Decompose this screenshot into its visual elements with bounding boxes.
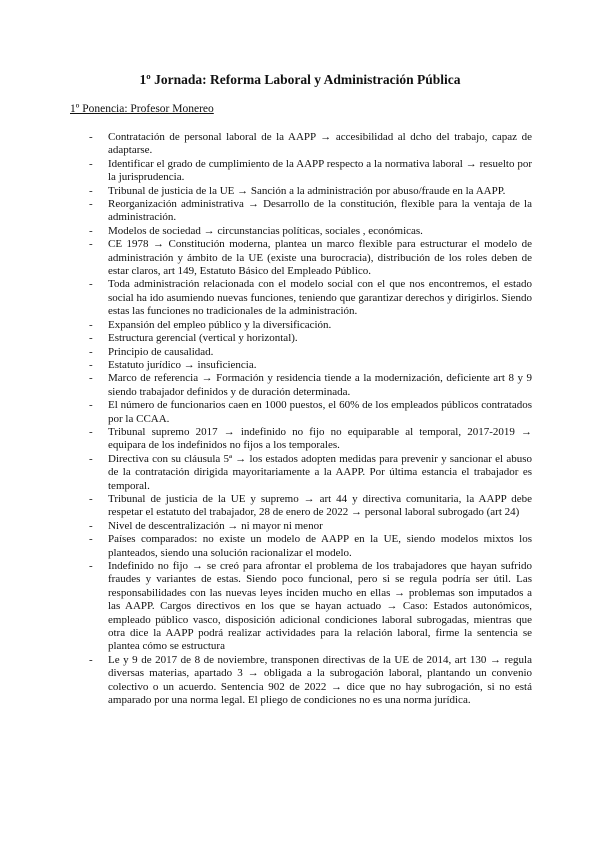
bullet-dash: -	[89, 492, 93, 505]
list-item-text: CE 1978 → Constitución moderna, plantea un marco flexible para estructurar el modelo de administración y ámbito de la UE (existe una burocracia), distribución de los roles deben de estar claros, art 149, Estatuto Básico del Empleado Público.	[108, 238, 532, 278]
bullet-dash: -	[89, 399, 93, 412]
bullet-dash: -	[89, 425, 93, 438]
list-item	[89, 318, 532, 332]
list-item-text: Le y 9 de 2017 de 8 de noviembre, transponen directivas de la UE de 2014, art 130 → regula diversas materias, apartado 3 → obligada a la subrogación laboral, plantando un convenio colectivo o un acuerdo. Sentencia 902 de 2022 → dice que no hay subrogación, si no está amparado por una norma legal. El pliego de condiciones no es una norma jurídica.	[108, 653, 532, 707]
list-item-text: Tribunal supremo 2017 → indefinido no fijo no equiparable al temporal, 2017-2019 → equipara de los indefinidos no fijos a los temporales.	[108, 425, 532, 452]
list-item-text: Toda administración relacionada con el modelo social con el que nos encontremos, el estado social ha ido asumiendo nuevas funciones, teniendo que garantizar derechos y dirigirlos. Siendo estas las funciones no tradicionales de la administración.	[108, 278, 532, 318]
bullet-list	[89, 131, 532, 707]
list-item	[89, 533, 532, 560]
list-item	[89, 452, 532, 493]
bullet-dash: -	[89, 224, 93, 237]
bullet-dash: -	[89, 345, 93, 358]
list-item	[89, 399, 532, 426]
section-subtitle: 1º Ponencia: Profesor Monereo	[70, 103, 214, 115]
bullet-dash: -	[89, 332, 93, 345]
list-item-text: Indefinido no fijo → se creó para afrontar el problema de los trabajadores que hayan sufrido fraudes y variantes de estas. Siendo poco funcional, pero si se regula podría ser útil. Las responsabilidades con las nuevas leyes inciden mucho en ellas → problemas son imputados a las AAPP. Cargos directivos en los que se hayan actuado → Caso: Estados autonómicos, empleado público vasco, disposición adicional condiciones laboral subrogadas, mientras que otra dice la AAPP podrá realizar actividades para la relación laboral, firme la sentencia se plantea cómo se estructura	[108, 560, 532, 653]
list-item-text: Países comparados: no existe un modelo de AAPP en la UE, siendo modelos mixtos los planteados, siendo una solución racionalizar el modelo.	[108, 533, 532, 559]
list-item	[89, 184, 532, 198]
list-item	[89, 425, 532, 453]
list-item-text: Nivel de descentralización → ni mayor ni menor	[108, 519, 323, 532]
list-item-text: Reorganización administrativa → Desarrollo de la constitución, flexible para la ventaja de la administración.	[108, 198, 532, 224]
list-item	[89, 492, 532, 520]
list-item-text: Estructura gerencial (vertical y horizontal).	[108, 332, 298, 345]
list-item	[89, 519, 532, 533]
bullet-dash: -	[89, 560, 93, 572]
list-item	[89, 157, 532, 185]
list-item	[89, 198, 532, 225]
list-item	[89, 372, 532, 399]
list-item	[89, 224, 532, 238]
list-item-text: Directiva con su cláusula 5ª → los estados adopten medidas para prevenir y sancionar el abuso de la contratación dirigida mayoritariamente a la AAPP. Por última estancia el trabajador es temporal.	[108, 452, 532, 492]
list-item-text: Principio de causalidad.	[108, 345, 214, 358]
list-item	[89, 560, 532, 654]
list-item-text: Tribunal de justicia de la UE y supremo → art 44 y directiva comunitaria, la AAPP debe respetar el estatuto del trabajador, 28 de enero de 2022 → personal laboral subrogado (art 24)	[108, 492, 532, 519]
bullet-dash: -	[89, 184, 93, 197]
bullet-dash: -	[89, 131, 93, 143]
list-item-text: Marco de referencia → Formación y residencia tiende a la modernización, deficiente art 8 y 9 siendo trabajador definidos y de duración determinada.	[108, 372, 532, 398]
bullet-dash: -	[89, 533, 93, 546]
list-item	[89, 345, 532, 359]
list-item	[89, 278, 532, 318]
bullet-dash: -	[89, 519, 93, 532]
list-item-text: Contratación de personal laboral de la AAPP → accesibilidad al dcho del trabajo, capaz de adaptarse.	[108, 131, 532, 157]
list-item-text: El número de funcionarios caen en 1000 puestos, el 60% de los empleados públicos contratados por la CCAA.	[108, 399, 532, 425]
list-item	[89, 653, 532, 708]
list-item	[89, 238, 532, 278]
bullet-dash: -	[89, 653, 93, 666]
bullet-dash: -	[89, 358, 93, 371]
list-item	[89, 332, 532, 345]
bullet-dash: -	[89, 452, 93, 465]
list-item-text: Expansión del empleo público y la diversificación.	[108, 318, 332, 331]
bullet-dash: -	[89, 198, 93, 211]
document-title: 1º Jornada: Reforma Laboral y Administración Pública	[139, 72, 461, 87]
bullet-dash: -	[89, 278, 93, 291]
list-item-text: Estatuto jurídico → insuficiencia.	[108, 358, 257, 371]
list-item-text: Tribunal de justicia de la UE → Sanción a la administración por abuso/fraude en la AAPP.	[108, 184, 506, 197]
bullet-dash: -	[89, 372, 93, 385]
list-item	[89, 358, 532, 372]
list-item	[89, 131, 532, 158]
bullet-dash: -	[89, 157, 93, 170]
bullet-dash: -	[89, 318, 93, 331]
bullet-dash: -	[89, 238, 93, 251]
list-item-text: Modelos de sociedad → circunstancias políticas, sociales , económicas.	[108, 224, 423, 237]
list-item-text: Identificar el grado de cumplimiento de la AAPP respecto a la normativa laboral → resuelto por la jurisprudencia.	[108, 157, 532, 184]
